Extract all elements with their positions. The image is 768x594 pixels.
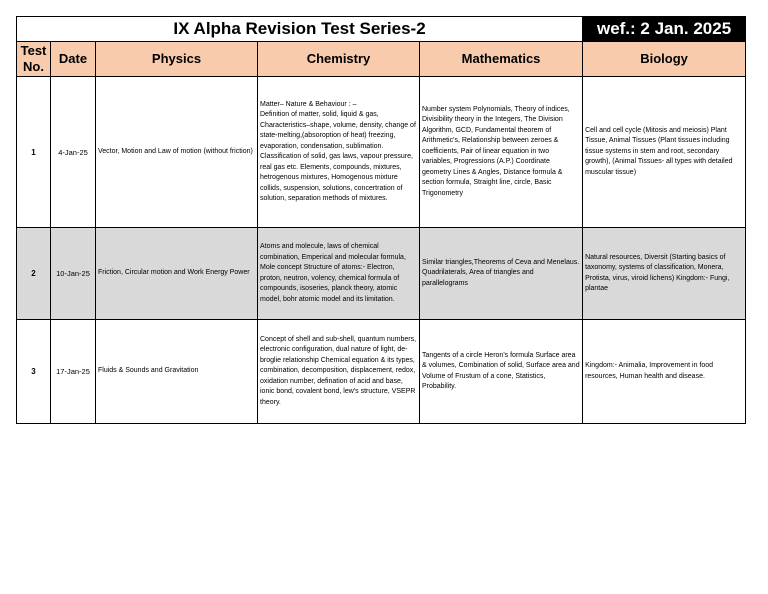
- biology-syllabus: Natural resources, Diversit (Starting basics of taxonomy, systems of classification, Monera, Protista, virus, viroid lichens) Kingdom:- Fungi, plantae: [583, 228, 746, 320]
- chemistry-syllabus: Atoms and molecule, laws of chemical combination, Emperical and molecular formula, Mole concept Structure of atoms:- Electron, proton, neutron, volency, chemical formula of compounds, isoseries, planck theory, atomic model, bohr atomic model and its limitation.: [258, 228, 420, 320]
- chemistry-syllabus: Matter– Nature & Behaviour : – Definition of matter, solid, liquid & gas, Characteristics–shape, volume, density, change of state-melting,(absoroption of heat) freezing, evaporation, condensation, sublimation. Classification of solid, gas laws, vapour pressure, real gas etc. Elements, compounds, mixtures, hetrogenous mixtures, Homogenous mixture collids, suspension, solutions, concertration of solution, separation methods of mixtures.: [258, 77, 420, 228]
- chemistry-syllabus: Concept of shell and sub-shell, quantum numbers, electronic configuration, dual nature of light, de-broglie relationship Chemical equation & its types, combination, decomposition, displacement, redox, oxidation number, defination of acid and base, ionic bond, covalent bond, lew's structure, VSEPR theory.: [258, 320, 420, 424]
- title-row: [17, 17, 746, 42]
- header-biology: Biology: [583, 42, 746, 77]
- test-number: 1: [17, 77, 51, 228]
- physics-syllabus: Friction, Circular motion and Work Energy Power: [96, 228, 258, 320]
- table-row: [17, 320, 746, 424]
- header-row: [17, 42, 746, 77]
- test-number: 3: [17, 320, 51, 424]
- wef-date: wef.: 2 Jan. 2025: [583, 17, 746, 42]
- revision-test-sheet: [16, 16, 745, 424]
- table-row: [17, 77, 746, 228]
- table-row: [17, 228, 746, 320]
- header-test-no: [17, 42, 51, 77]
- header-physics: Physics: [96, 42, 258, 77]
- biology-syllabus: Kingdom:- Animalia, Improvement in food resources, Human health and disease.: [583, 320, 746, 424]
- test-schedule-table: [16, 16, 746, 424]
- test-date: 10-Jan-25: [51, 228, 96, 320]
- physics-syllabus: Vector, Motion and Law of motion (without friction): [96, 77, 258, 228]
- physics-syllabus: Fluids & Sounds and Gravitation: [96, 320, 258, 424]
- mathematics-syllabus: Similar triangles,Theorems of Ceva and Menelaus. Quadrilaterals, Area of triangles and parallelograms: [420, 228, 583, 320]
- test-date: 17-Jan-25: [51, 320, 96, 424]
- test-date: 4-Jan-25: [51, 77, 96, 228]
- header-mathematics: Mathematics: [420, 42, 583, 77]
- header-chemistry: Chemistry: [258, 42, 420, 77]
- header-test-no-label: Test No.: [20, 43, 47, 74]
- biology-syllabus: Cell and cell cycle (Mitosis and meiosis) Plant Tissue, Animal Tissues (Plant tissues including tissue systems in stem and root, secondary growth), (Animal Tissues- all types with detailed muscular tissue): [583, 77, 746, 228]
- test-number: 2: [17, 228, 51, 320]
- mathematics-syllabus: Tangents of a circle Heron's formula Surface area & volumes, Combination of solid, Surface area and Volume of Frustum of a cone, Statistics, Probability.: [420, 320, 583, 424]
- header-date: Date: [51, 42, 96, 77]
- sheet-title: IX Alpha Revision Test Series-2: [17, 17, 583, 42]
- mathematics-syllabus: Number system Polynomials, Theory of indices, Divisibility theory in the Integers, The Division Algorithm, GCD, Fundamental theorem of Arithmetic's, Relationship between zeroes & coefficients, Pair of linear equation in two variables, Progressions (A.P.) Coordinate geometry Lines & Angles, Distance formula & section formula, Straight line, circle, Basic Trigonometry: [420, 77, 583, 228]
